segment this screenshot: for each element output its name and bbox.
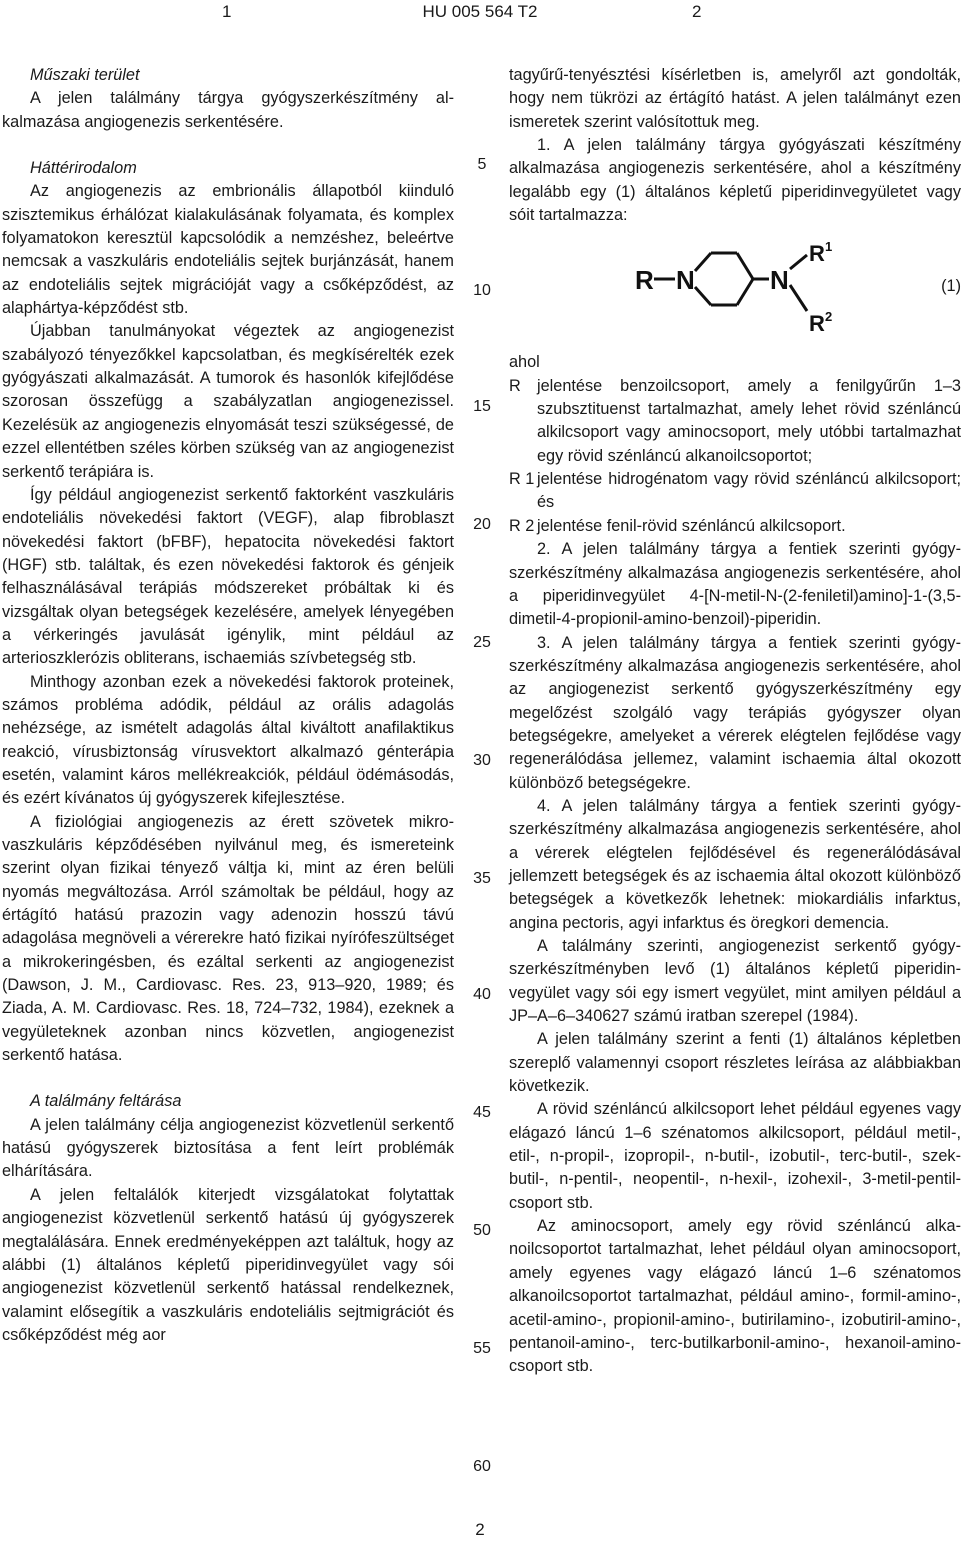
- claim-3: 3. A jelen találmány tárgya a fentiek szerinti gyógyszerkészítmény alkalmazása angiogenezis serkentésére, ahol az angiogenezist serkentő gyógyszerkészítmény egy megelőzést szolgáló vagy terápiás gyógyszer olyan betegségekre, amelyeket a vérerek elégtelen fejlődése vagy regenerálódása jellemez, valamint ischaemia által okozott különböző betegségekre.: [509, 633, 961, 792]
- line-number: 55: [473, 1340, 491, 1357]
- disclosure-paragraph-2: A jelen feltalálók kiterjedt vizsgálatokat folytattak angiogenezist közvetlenül serkentő hatású új gyógyszerek megtalálására. Ennek eredményeképpen azt találtuk, hogy az alábbi (1) általános képletű piperidinvegyület vagy sói angiogenezist közvetlenül serkentő hatással rendelkeznek, valamint elősegítik a vaszkuláris endoteliális sejtmigrációt és csőképződést még aor: [2, 1185, 454, 1344]
- formula-n1-label: N: [676, 265, 695, 296]
- field-paragraph: A jelen találmány tárgya gyógyszerkészítmény alkalmazása angiogenezis serkentésére.: [2, 89, 454, 131]
- where-label: ahol: [509, 353, 540, 372]
- background-paragraph-1: Az angiogenezis az embrionális állapotból kiinduló szisztemikus érhálózat kialakulásának folyamata, és komplex folyamatokon keresztül kapcsolódik a nemzéshez, beleértve nemcsak a vaszkuláris endoteliális sejtek burjánzását, hanem az endoteliális sejtek migrációját vagy a csőképződést, az alaphártya-képződést stb.: [2, 182, 454, 318]
- line-number: 60: [473, 1458, 491, 1475]
- claim-1: 1. A jelen találmány tárgya gyógyászati készítmény alkalmazása angiogenezis serkentésére, ahol a készítmény legalább egy (1) általános képletű piperidinvegyületet vagy sóit tartalmazza:: [509, 136, 961, 225]
- definition-r: [509, 375, 961, 468]
- formula-r1-label: R: [809, 241, 825, 267]
- line-number: 45: [473, 1104, 491, 1121]
- piperidine-structure-diagram: [627, 239, 847, 345]
- right-paragraph-3: A jelen találmány szerint a fenti (1) általános képletben szereplő valamennyi csoport részletes leírása az alábbiakban következik.: [509, 1030, 961, 1096]
- right-paragraph-4: A rövid szénláncú alkilcsoport lehet például egyenes vagy elágazó láncú 1–6 szénatomos alkilcsoport, például metil-, etil-, n-propil-, izopropil-, n-butil-, izobutil-, terc-butil-, szek-butil-, n-pentil-, neopentil-, n-hexil-, izohexil-, 3-metil-pentil-csoport stb.: [509, 1100, 961, 1212]
- definition-r-symbol: R: [509, 376, 521, 395]
- chemical-formula: [509, 239, 961, 345]
- spacer: [2, 134, 454, 157]
- right-paragraph-5: Az aminocsoport, amely egy rövid szénláncú alkanoilcsoportot tartalmazhat, lehet például olyan aminocsoport, amely egyenes vagy elágazó láncú 1–6 szénatomos alkanoilcsoportot tartalmazhat, például amino-, formil-amino-, acetil-amino-, propionil-amino-, butirilamino-, izobutiril-amino-, pentanoil-amino-, terc-butilkarbonil-amino-, hexanoil-amino-csoport stb.: [509, 1217, 961, 1376]
- line-number: 5: [477, 156, 487, 173]
- left-column: [2, 64, 454, 1347]
- line-number: 20: [473, 516, 491, 533]
- right-paragraph-2: A találmány szerinti, angiogenezist serkentő gyógyszerkészítményben levő (1) általános képletű piperidinvegyület vagy sói egy ismert vegyület, mint amilyen például a JP–A–6–340627 számú iratban szerepel (1984).: [509, 937, 961, 1026]
- background-paragraph-2: Újabban tanulmányokat végeztek az angiogenezist szabályozó tényezőkkel kapcsolatban, és megkísérelték ezek gyógyászati alkalmazását. A tumorok és hasonlók kifejlődése szorosan összefügg a szabályzatlan angiogenezissel. Kezelésük az angiogenezis elnyomását teszi szükségessé, de ezzel ellentétben széles körben szükség van az angiogenezist serkentő terápiára is.: [2, 322, 454, 481]
- background-paragraph-3: Így például angiogenezist serkentő faktorként vaszkuláris endoteliális növekedési faktort (VEGF), alap fibroblaszt növekedési faktort (bFBF), hepatocita növekedési faktort (HGF) stb. találtak, és ezen növekedési faktorok és génjeik felhasználásával terápiás módszereket próbáltak ki és vizsgáltak olyan betegségek kezelésére, amelyek lényegében a vérkeringés javulását igénylik, mint például az arterioszklerózis obliterans, ischaemiás szívbetegség stb.: [2, 485, 454, 668]
- definition-r-text: jelentése benzoilcsoport, amely a fenilgyűrűn 1–3 szubsztituenst tartalmazhat, amely lehet rövid szénláncú alkilcsoport vagy aminocsoport, mely utóbbi tartalmazhat egy rövid szénláncú alkanoilcsoportot;: [537, 376, 961, 465]
- formula-r2-superscript: 2: [825, 309, 833, 325]
- definition-r2: [509, 515, 961, 538]
- line-number: 10: [473, 282, 491, 299]
- background-paragraph-5: A fiziológiai angiogenezis az érett szövetek mikrovaszkuláris képződésében nyilvánul meg, és ismereteink szerint olyan fizikai tényező váltja ki, mint az éren belüli nyomás megváltozása. Arról számoltak be például, hogy az értágító hatású prazozin vagy adenozin hosszú távú adagolása megnöveli a vérerekre ható fizikai nyírófeszültséget a mikrokeringésben, és ezáltal serkenti az angiogenezist (Dawson, J. M., Cardiovasc. Res. 23, 913–920, 1989; és Ziada, A. M. Cardiovasc. Res. 18, 724–732, 1984), ezeknek a vegyületeknek azonban nincs közvetlen, angiogenezist serkentő hatása.: [2, 812, 454, 1065]
- definition-r2-text: jelentése fenil-rövid szénláncú alkilcsoport.: [537, 516, 846, 535]
- right-column: [509, 64, 961, 1379]
- definition-r2-symbol: R 2: [509, 516, 535, 535]
- line-number-gutter: [458, 0, 506, 1541]
- definition-r1-text: jelentése hidrogénatom vagy rövid szénláncú alkilcsoport; és: [537, 470, 961, 512]
- line-number: 40: [473, 986, 491, 1003]
- formula-r1-superscript: 1: [825, 239, 833, 255]
- disclosure-title: A találmány feltárása: [30, 1092, 182, 1111]
- right-paragraph-1: tagyűrű-tenyésztési kísérletben is, amelyről azt gondolták, hogy nem tükrözi az értágító hatást. A jelen találmányt ezen ismeretek szerint valósítottuk meg.: [509, 66, 961, 131]
- line-number: 30: [473, 752, 491, 769]
- formula-r-label: R: [635, 265, 654, 296]
- claim-2: 2. A jelen találmány tárgya a fentiek szerinti gyógyszerkészítmény alkalmazása angiogenezis serkentésére, ahol a piperidinvegyület 4-[N-metil-N-(2-feniletil)amino]-1-(3,5-dimetil-4-propionil-amino-benzoil)-piperidin.: [509, 540, 961, 629]
- definition-r1: [509, 468, 961, 515]
- line-number: 35: [473, 870, 491, 887]
- formula-n2-label: N: [770, 265, 789, 296]
- page-footer-number: 2: [475, 1520, 485, 1539]
- spacer: [2, 1067, 454, 1090]
- header-right-page-number: 2: [692, 2, 702, 21]
- formula-r2-label: R: [809, 311, 825, 337]
- line-number: 15: [473, 398, 491, 415]
- line-number: 25: [473, 634, 491, 651]
- formula-number: (1): [941, 277, 961, 296]
- field-title: Műszaki terület: [30, 66, 140, 84]
- header-document-number: HU 005 564 T2: [422, 2, 538, 21]
- claim-4: 4. A jelen találmány tárgya a fentiek szerinti gyógyszerkészítmény alkalmazása angiogenezis serkentésére, ahol a vérerek elégtelen fejlődésével és regenerálódásával jellemzett betegségek és az ischaemia által okozott különböző betegségek a következők lehetnek: miokardiális infarktus, angina pectoris, agyi infarktus és öregkori demencia.: [509, 796, 961, 932]
- definition-r1-symbol: R 1: [509, 470, 535, 489]
- line-number: 50: [473, 1222, 491, 1239]
- header-left-page-number: 1: [222, 2, 232, 21]
- disclosure-paragraph-1: A jelen találmány célja angiogenezist közvetlenül serkentő hatású gyógyszerek biztosítása a fent leírt problémák elhárítására.: [2, 1115, 454, 1181]
- background-title: Háttérirodalom: [30, 159, 137, 178]
- background-paragraph-4: Minthogy azonban ezek a növekedési faktorok proteinek, számos probléma adódik, például az orális adagolás nehézsége, az ismételt adagolás által kiváltott anafilaktikus reakció, vírusbiztonság vírusvektort alkalmazó génterápia esetén, valamint káros mellékreakciók, például ödémásodás, és ezért kívánatos új gyógyszerek kifejlesztése.: [2, 672, 454, 808]
